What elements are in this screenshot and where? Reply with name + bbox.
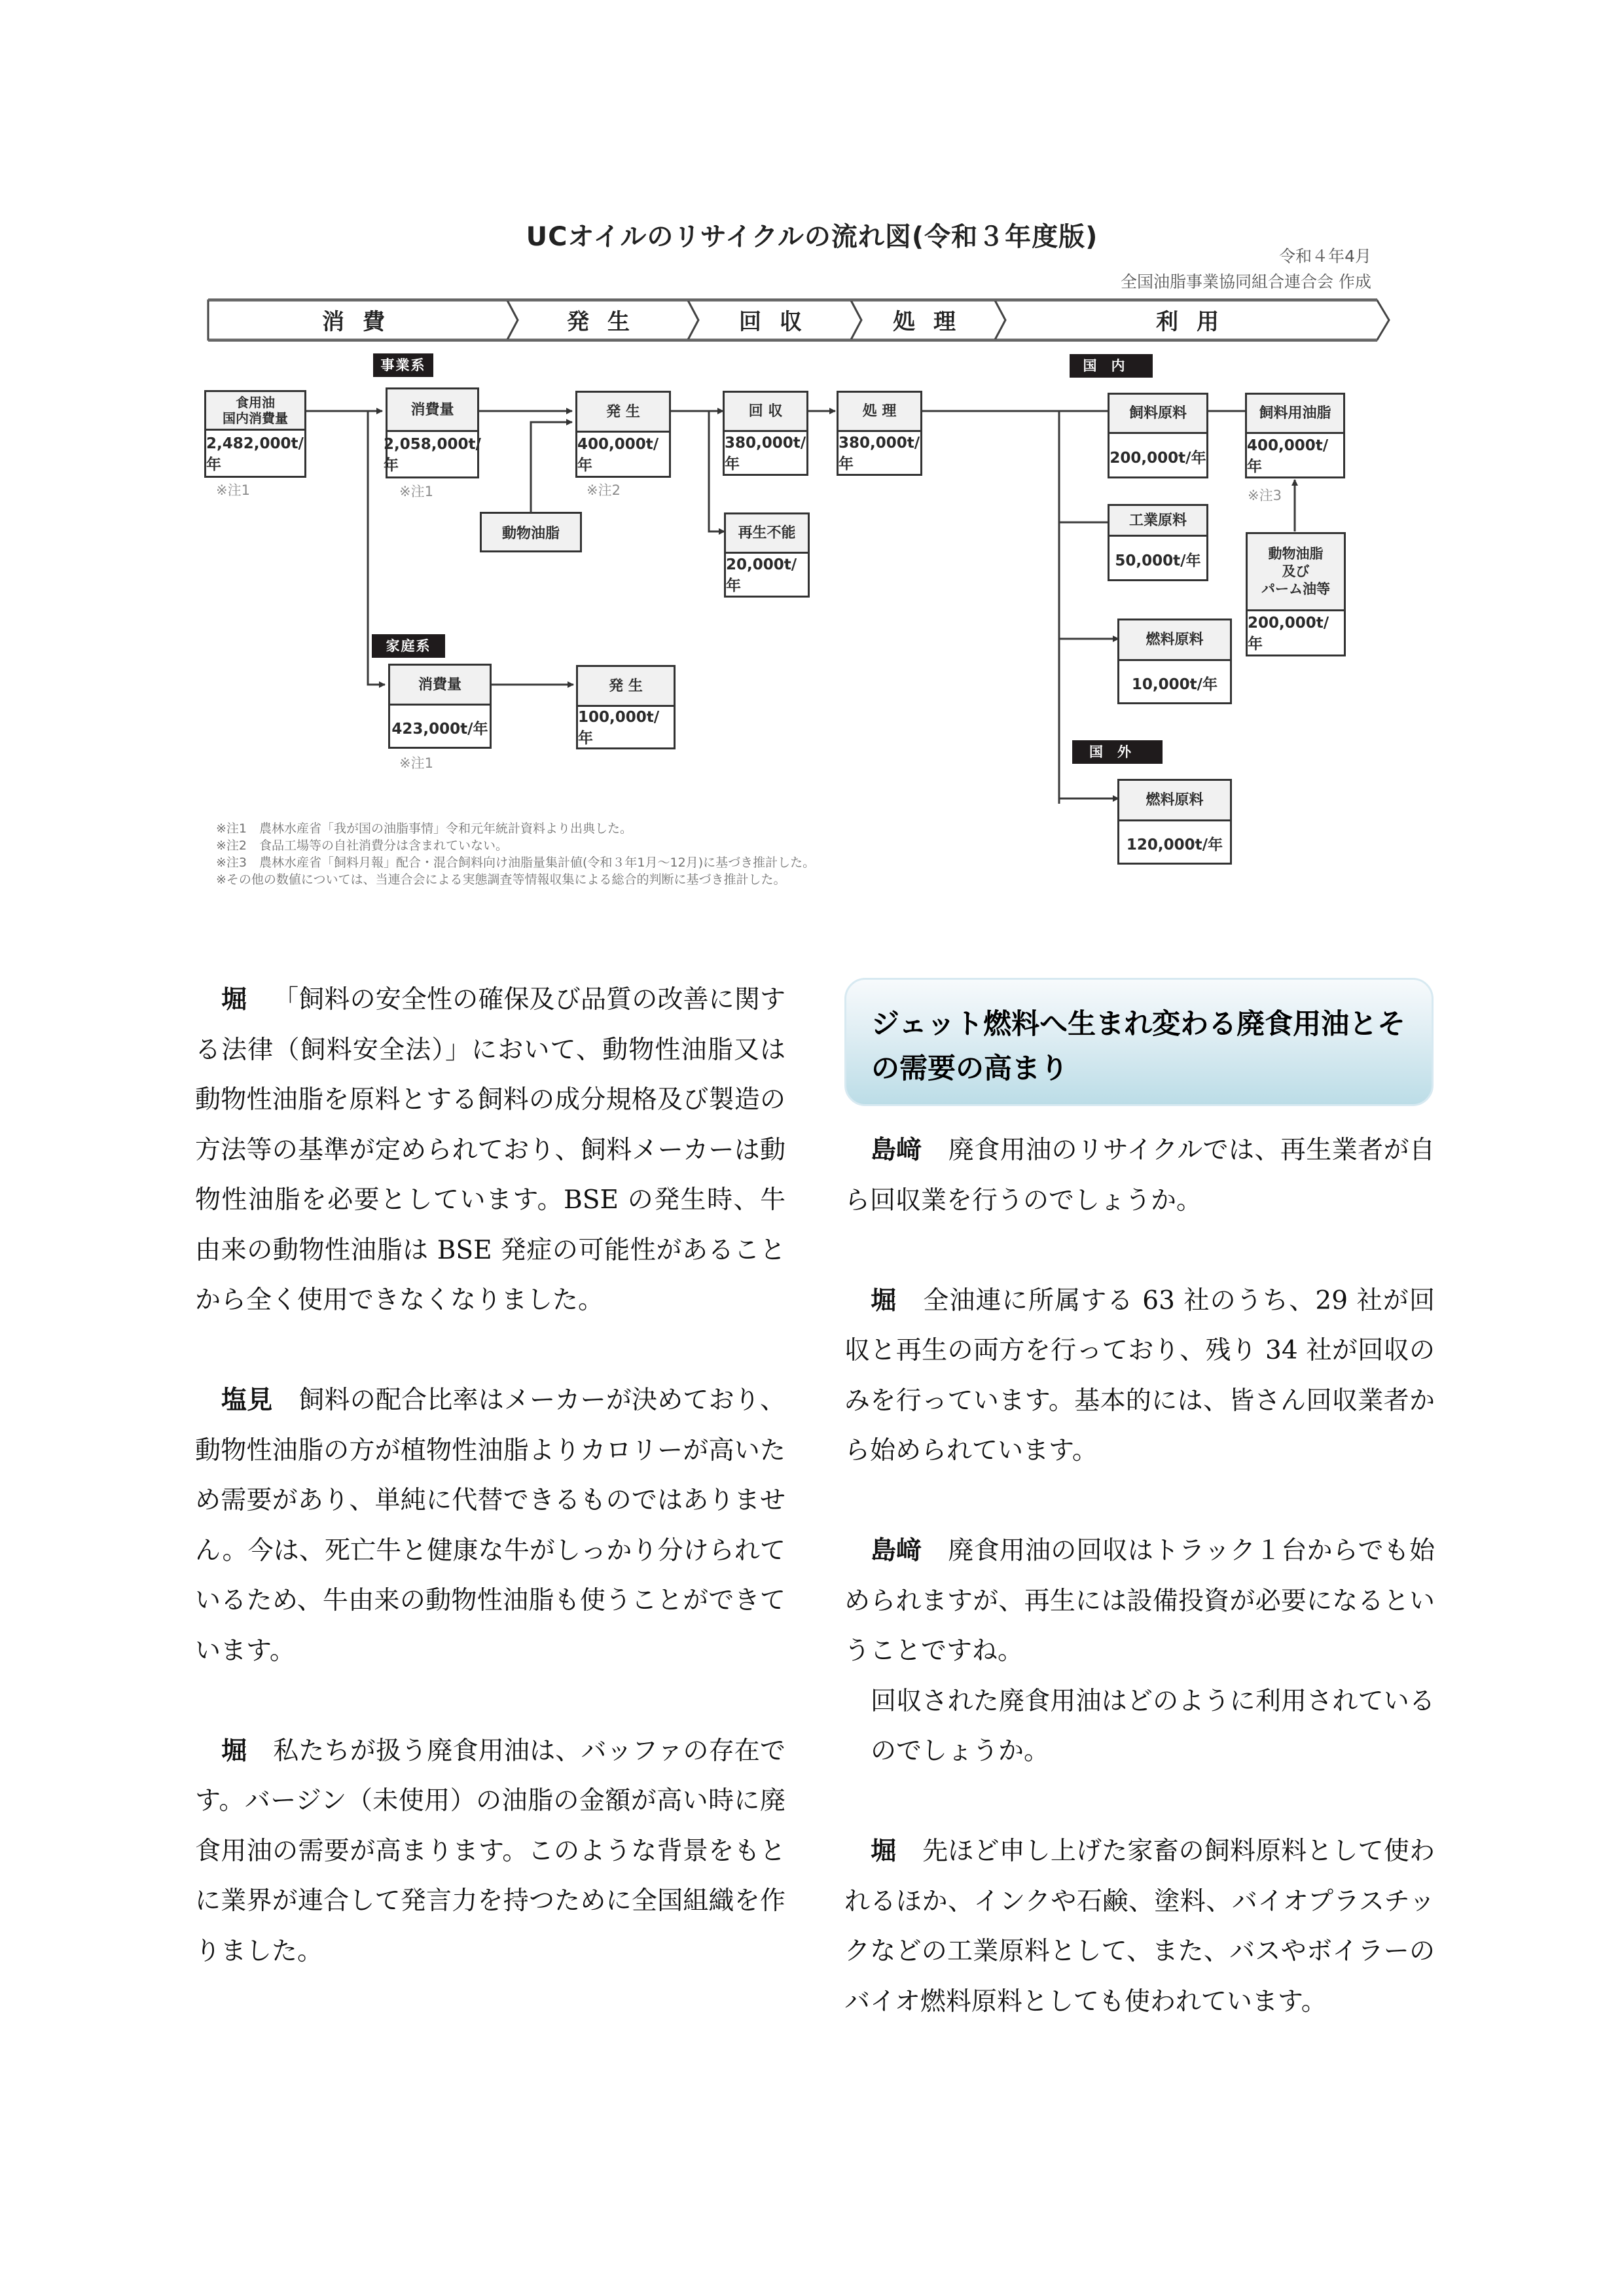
footnote: ※注3 農林水産省「飼料月報」配合・混合飼料向け油脂量集計値(令和３年1月～12月)に基づき推計した。 (216, 855, 816, 870)
note-edible-oil: ※注1 (216, 482, 250, 498)
node-value: 200,000t/年 (1110, 449, 1206, 467)
node-fuel-domestic (1117, 619, 1232, 704)
paragraph-text: 廃食用油のリサイクルでは、再生業者が自ら回収業を行うのでしょうか。 (844, 1136, 1435, 1215)
paragraph (844, 1126, 1435, 1226)
node-animal-fat: 動物油脂 (480, 512, 582, 552)
diagram-author: 全国油脂事業協同組合連合会 作成 (1121, 272, 1371, 291)
node-processing (837, 391, 922, 476)
paragraph (844, 1276, 1435, 1477)
tag-overseas: 国外 (1072, 740, 1163, 764)
node-label: 工業原料 (1110, 506, 1206, 537)
node-biz-consumption (386, 387, 479, 478)
speaker-name: 堀 (871, 1285, 897, 1316)
stage-label-collect: 回収 (739, 309, 820, 335)
node-label: 発 生 (578, 667, 674, 707)
node-value: 50,000t/年 (1115, 552, 1201, 569)
tag-household: 家庭系 (372, 634, 445, 658)
paragraph-text: 「飼料の安全性の確保及び品質の改善に関する法律（飼料安全法）」において、動物性油脂又は動物性油脂を原料とする飼料の成分規格及び製造の方法等の基準が定められており、飼料メーカーは動物性油脂を必要としています。BSE の発生時、牛由来の動物性油脂は BSE 発症の可能性があることから全く使用できなくなりました。 (195, 985, 785, 1315)
speaker-name: 堀 (221, 985, 247, 1014)
stage-label-consume: 消費 (322, 309, 403, 335)
paragraph (195, 1376, 785, 1676)
node-value: 380,000t/年 (725, 435, 806, 473)
note-biz-consumption: ※注1 (399, 484, 433, 499)
node-label: 再生不能 (726, 514, 808, 554)
paragraph (844, 1677, 1435, 1777)
node-value: 100,000t/年 (578, 709, 660, 747)
node-home-generation (576, 665, 676, 749)
node-collection (723, 391, 808, 476)
speaker-name: 堀 (871, 1837, 897, 1866)
diagram-title: UCオイルのリサイクルの流れ図(令和３年度版) (526, 222, 1098, 252)
paragraph-text: 飼料の配合比率はメーカーが決めており、動物性油脂の方が植物性油脂よりカロリーが高いため需要があり、単純に代替できるものではありません。今は、死亡牛と健康な牛がしっかり分けられているため、牛由来の動物性油脂も使うことができています。 (195, 1386, 785, 1666)
node-biz-generation (575, 391, 671, 478)
footnote: ※注2 食品工場等の自社消費分は含まれていない。 (216, 838, 509, 853)
footnote: ※注1 農林水産省「我が国の油脂事情」令和元年統計資料より出典した。 (216, 821, 633, 836)
node-feed-oil (1245, 393, 1345, 478)
stage-label-use: 利用 (1156, 309, 1237, 335)
paragraph-text: 全油連に所属する 63 社のうち、29 社が回収と再生の両方を行っており、残り 34 社が回収のみを行っています。基本的には、皆さん回収業者から始められています。 (844, 1285, 1435, 1465)
paragraph-text: 先ほど申し上げた家畜の飼料原料として使われるほか、インクや石鹸、塗料、バイオプラスチックなどの工業原料として、また、バスやボイラーのバイオ燃料原料としても使われています。 (844, 1837, 1435, 2017)
node-value: 400,000t/年 (577, 436, 659, 474)
node-label: 飼料原料 (1110, 395, 1206, 434)
note-home-consumption: ※注1 (399, 755, 433, 771)
node-value: 423,000t/年 (391, 720, 488, 738)
paragraph-text: 回収された廃食用油はどのように利用されているのでしょうか。 (871, 1686, 1435, 1766)
note-biz-generation: ※注2 (586, 482, 621, 498)
footnote: ※その他の数値については、当連合会による実態調査等情報収集による総合的判断に基づき推計した。 (216, 872, 786, 887)
node-label: 発 生 (577, 393, 669, 433)
diagram-date: 令和４年4月 (1279, 247, 1371, 266)
paragraph (844, 1827, 1435, 2027)
node-value: 380,000t/年 (839, 435, 920, 473)
paragraph (195, 1727, 785, 1977)
speaker-name: 島﨑 (871, 1536, 922, 1566)
node-value: 2,058,000t/年 (384, 436, 481, 474)
diagram-footnotes (216, 820, 815, 888)
node-label: 動物油脂 及び パーム油等 (1248, 534, 1344, 611)
paragraph (844, 1526, 1435, 1677)
article-left-column (195, 975, 785, 1977)
note-feed-oil: ※注3 (1248, 488, 1282, 503)
stage-label-generate: 発生 (567, 309, 648, 335)
node-label: 飼料用油脂 (1247, 395, 1343, 434)
article-right-column (844, 1126, 1435, 2027)
node-label: 燃料原料 (1119, 620, 1230, 661)
node-label: 消費量 (390, 666, 490, 706)
node-value: 400,000t/年 (1247, 437, 1329, 475)
node-label: 処 理 (839, 393, 920, 432)
paragraph-text: 私たちが扱う廃食用油は、バッファの存在です。バージン（未使用）の油脂の金額が高い時に廃食用油の需要が高まります。このような背景をもとに業界が連合して発言力を持つために全国組織を作りました。 (195, 1736, 785, 1966)
node-label: 燃料原料 (1119, 781, 1230, 821)
node-edible-oil (204, 390, 306, 478)
node-feed-material (1108, 393, 1208, 478)
node-value: 20,000t/年 (726, 556, 797, 594)
node-label: 消費量 (388, 389, 477, 432)
node-fuel-overseas (1117, 779, 1232, 865)
paragraph-text: 廃食用油の回収はトラック１台からでも始められますが、再生には設備投資が必要になるということですね。 (844, 1536, 1435, 1666)
node-value: 200,000t/年 (1248, 615, 1329, 653)
node-value: 2,482,000t/年 (206, 435, 304, 473)
node-unrecyclable (724, 512, 810, 598)
node-industrial-material (1108, 504, 1208, 581)
node-animal-palm (1246, 532, 1346, 656)
section-heading: ジェット燃料へ生まれ変わる廃食用油とその需要の高まり (844, 978, 1434, 1106)
speaker-name: 堀 (221, 1736, 247, 1766)
arrow-animal-fat-to-generation (531, 422, 572, 512)
tag-business: 事業系 (373, 353, 433, 377)
stage-label-process: 処理 (893, 309, 974, 335)
node-value: 10,000t/年 (1131, 675, 1218, 693)
node-value: 120,000t/年 (1126, 836, 1223, 853)
speaker-name: 島﨑 (871, 1136, 922, 1165)
node-label: 食用油 国内消費量 (206, 392, 304, 431)
paragraph (195, 975, 785, 1326)
speaker-name: 塩見 (221, 1386, 273, 1415)
node-label: 回 収 (725, 393, 806, 432)
tag-domestic: 国内 (1070, 354, 1153, 378)
node-home-consumption (388, 664, 492, 749)
